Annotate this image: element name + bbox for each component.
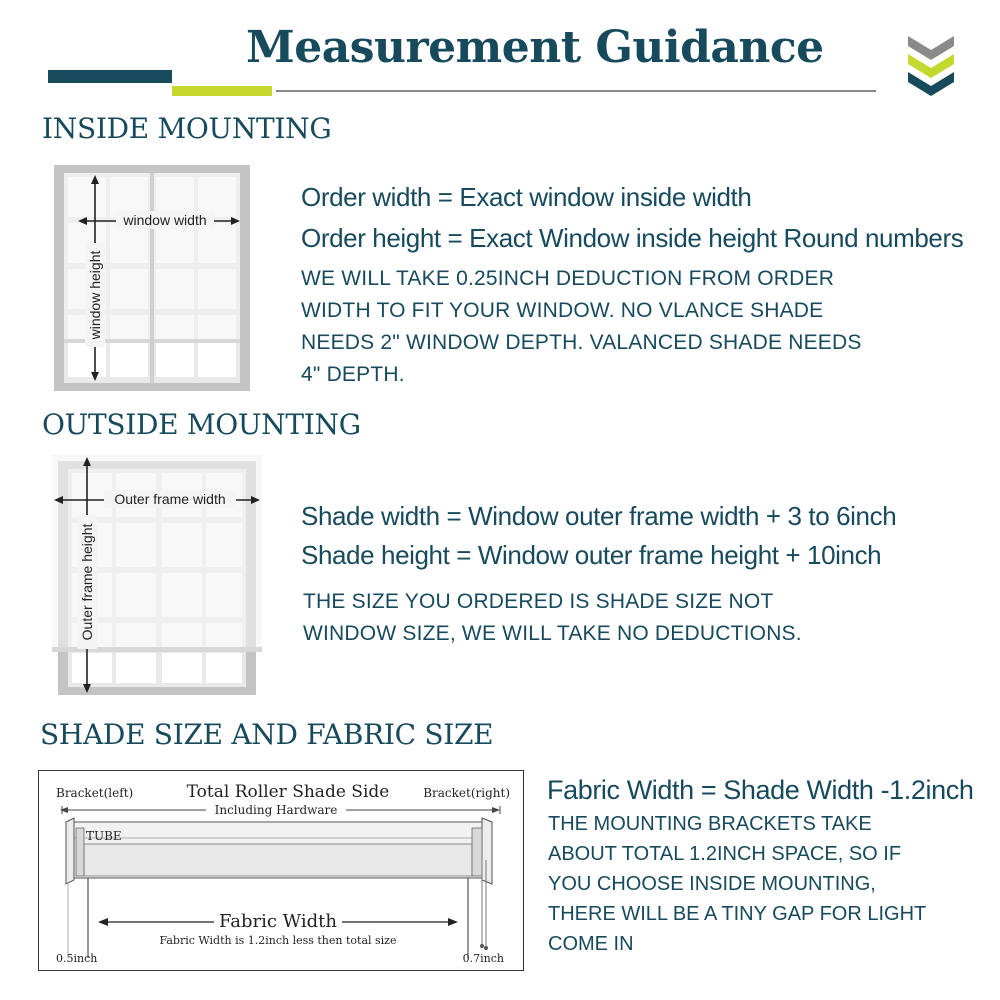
chevron-stack-icon: [906, 34, 956, 100]
shade-fabric-diagram: [38, 770, 524, 972]
bracket-right-label: Bracket(right): [423, 786, 510, 800]
page-title: Measurement Guidance: [246, 22, 824, 73]
outside-note-line: THE SIZE YOU ORDERED IS SHADE SIZE NOT: [303, 590, 774, 613]
right-gap-label: 0.7inch: [462, 952, 504, 965]
shade-note-line: THE MOUNTING BRACKETS TAKE: [548, 813, 872, 835]
accent-bar-navy: [48, 70, 172, 83]
outer-frame-width-label: Outer frame width: [114, 491, 226, 507]
including-hardware-label: Including Hardware: [214, 803, 338, 817]
outer-frame-height-label: Outer frame height: [79, 523, 95, 641]
inside-mounting-diagram: [54, 165, 250, 391]
inside-note-line: WIDTH TO FIT YOUR WINDOW. NO VLANCE SHADE: [301, 299, 824, 322]
shade-note-line: ABOUT TOTAL 1.2INCH SPACE, SO IF: [548, 843, 902, 865]
shade-note-line: COME IN: [548, 933, 634, 955]
shade-fabric-heading: SHADE SIZE AND FABRIC SIZE: [40, 718, 494, 751]
shade-note-line: THERE WILL BE A TINY GAP FOR LIGHT: [548, 903, 927, 925]
inside-note-line: WE WILL TAKE 0.25INCH DEDUCTION FROM ORDER: [301, 267, 835, 290]
outside-mounting-heading: OUTSIDE MOUNTING: [42, 408, 361, 441]
inside-note-line: NEEDS 2" WINDOW DEPTH. VALANCED SHADE NEEDS: [301, 331, 862, 354]
inside-note-line: 4" DEPTH.: [301, 363, 405, 386]
outside-note-line: WINDOW SIZE, WE WILL TAKE NO DEDUCTIONS.: [303, 622, 802, 645]
fabric-width-formula: Fabric Width = Shade Width -1.2inch: [547, 775, 974, 805]
left-gap-label: 0.5inch: [56, 952, 98, 965]
inside-note: [301, 263, 862, 391]
inside-order-width: Order width = Exact window inside width: [301, 182, 752, 212]
fabric-width-note: Fabric Width is 1.2inch less then total size: [159, 934, 397, 947]
bracket-left-label: Bracket(left): [56, 786, 134, 800]
title-rule: [276, 90, 876, 92]
outside-note: [303, 586, 802, 650]
shade-note-line: YOU CHOOSE INSIDE MOUNTING,: [548, 873, 876, 895]
tube-label: TUBE: [86, 829, 122, 843]
total-shade-label: Total Roller Shade Side: [186, 782, 390, 802]
inside-mounting-heading: INSIDE MOUNTING: [42, 112, 332, 145]
accent-bar-lime: [172, 86, 272, 96]
outside-shade-height: Shade height = Window outer frame height + 10inch: [301, 540, 882, 570]
window-width-label: window width: [123, 212, 207, 228]
window-height-label: window height: [87, 250, 103, 340]
fabric-width-label: Fabric Width: [219, 911, 337, 932]
shade-note: [548, 809, 926, 959]
outside-shade-width: Shade width = Window outer frame width + 3 to 6inch: [301, 501, 897, 531]
outside-mounting-diagram: [52, 455, 262, 695]
inside-order-height: Order height = Exact Window inside height Round numbers: [301, 223, 964, 253]
